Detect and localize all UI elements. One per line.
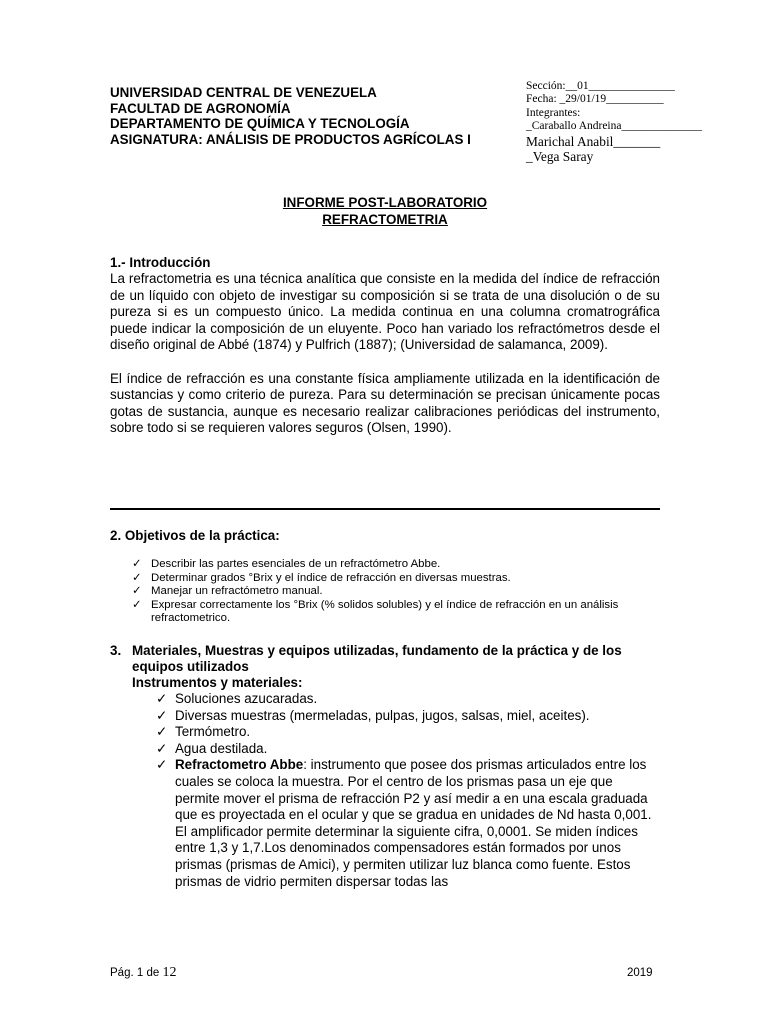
- objectives-section: [110, 528, 660, 626]
- member-1: _Caraballo Andreina______________: [526, 120, 702, 133]
- member-3: _Vega Saray: [526, 149, 594, 165]
- checkmark-icon: ✓: [156, 757, 168, 773]
- course-name: ASIGNATURA: ANÁLISIS DE PRODUCTOS AGRÍCOLAS I: [110, 131, 471, 147]
- list-item: ✓ Describir las partes esenciales de un refractómetro Abbe.: [132, 558, 441, 570]
- list-item: ✓ Diversas muestras (mermeladas, pulpas, jugos, salsas, miel, aceites).: [156, 707, 590, 723]
- report-title: [110, 195, 660, 228]
- introduction-paragraph-1: La refractometria es una técnica analítica que consiste en la medida del índice de refracción de un líquido con objeto de investigar su composición si se trata de una disolución o de su pureza si es un compuesto único. La medida continua en una columna cromatrográfica puede indicar la composición de un eluyente. Poco han variado los refractómetros desde el diseño original de Abbé (1874) y Pulfrich (1887); (Universidad de salamanca, 2009).: [110, 271, 660, 353]
- report-info-block: [526, 80, 702, 165]
- member-2: Marichal Anabil_______: [526, 133, 661, 149]
- members-label: Integrantes:: [526, 106, 581, 119]
- objectives-list: [130, 558, 660, 626]
- date-field: Fecha: _29/01/19__________: [526, 93, 664, 106]
- checkmark-icon: ✓: [156, 691, 168, 706]
- objectives-heading: 2. Objetivos de la práctica:: [110, 528, 280, 543]
- list-item: ✓ Termómetro.: [156, 724, 251, 740]
- footer-year: 2019: [627, 967, 653, 979]
- introduction-paragraph-2: El índice de refracción es una constante física ampliamente utilizada en la identificación de sustancias y como criterio de pureza. Para su determinación se precisan únicamente pocas gotas de sustancia, aunque es necesario realizar calibraciones periódicas del instrumento, sobre todo si se requieren valores seguros (Olsen, 1990).: [110, 370, 660, 436]
- materials-section: [110, 643, 660, 890]
- abbe-label: Refractometro Abbe: [175, 757, 304, 773]
- section-divider: [110, 508, 660, 510]
- checkmark-icon: ✓: [156, 724, 168, 740]
- report-title-line-2: REFRACTOMETRIA: [322, 211, 448, 227]
- materials-number: 3.: [110, 643, 122, 658]
- checkmark-icon: ✓: [156, 707, 168, 723]
- institution-header: [110, 85, 471, 147]
- report-title-line-1: INFORME POST-LABORATORIO: [282, 195, 488, 210]
- introduction-heading: 1.- Introducción: [110, 255, 211, 270]
- checkmark-icon: ✓: [132, 571, 142, 584]
- section-field: Sección:__01_______________: [526, 80, 675, 92]
- checkmark-icon: ✓: [132, 585, 142, 598]
- checkmark-icon: ✓: [132, 558, 142, 570]
- list-item: ✓ Agua destilada.: [156, 740, 268, 756]
- university-name: UNIVERSIDAD CENTRAL DE VENEZUELA: [110, 85, 377, 100]
- checkmark-icon: ✓: [132, 598, 142, 611]
- introduction-section: [110, 255, 660, 437]
- list-item: ✓ Soluciones azucaradas.: [156, 691, 318, 706]
- list-item: [154, 757, 654, 890]
- abbe-description: : instrumento que posee dos prismas articulados entre los cuales se coloca la muestra. Por el centro de los prismas pasa un eje que permite mover el prisma de refracción P2 y así medir a en una escala graduada que es proyectada en el ocular y que se gradua en unidades de Nd hasta 0,001. El amplificador permite determinar la siguiente cifra, 0,0001. Se miden índices entre 1,3 y 1,7.Los denominados compensadores están formados por unos prismas (prismas de Amici), y permiten utilizar luz blanca como fuente. Estos prismas de vidrio permiten dispersar todas las: [175, 757, 652, 889]
- materials-list: [154, 691, 654, 890]
- list-item: ✓ Expresar correctamente los °Brix (% solidos solubles) y el índice de refracción en un análisis refractometrico.: [132, 598, 619, 625]
- department-name: DEPARTAMENTO DE QUÍMICA Y TECNOLOGÍA: [110, 116, 410, 132]
- list-item: ✓ Determinar grados °Brix y el índice de refracción en diversas muestras.: [132, 571, 511, 584]
- list-item: ✓ Manejar un refractómetro manual.: [132, 585, 323, 598]
- checkmark-icon: ✓: [156, 740, 168, 756]
- faculty-name: FACULTAD DE AGRONOMÍA: [110, 100, 291, 116]
- materials-heading: Materiales, Muestras y equipos utilizadas, fundamento de la práctica y de los equipos utilizados: [132, 643, 622, 674]
- page-number: Pág. 1 de 12: [110, 965, 177, 980]
- materials-subheading: Instrumentos y materiales:: [132, 675, 303, 690]
